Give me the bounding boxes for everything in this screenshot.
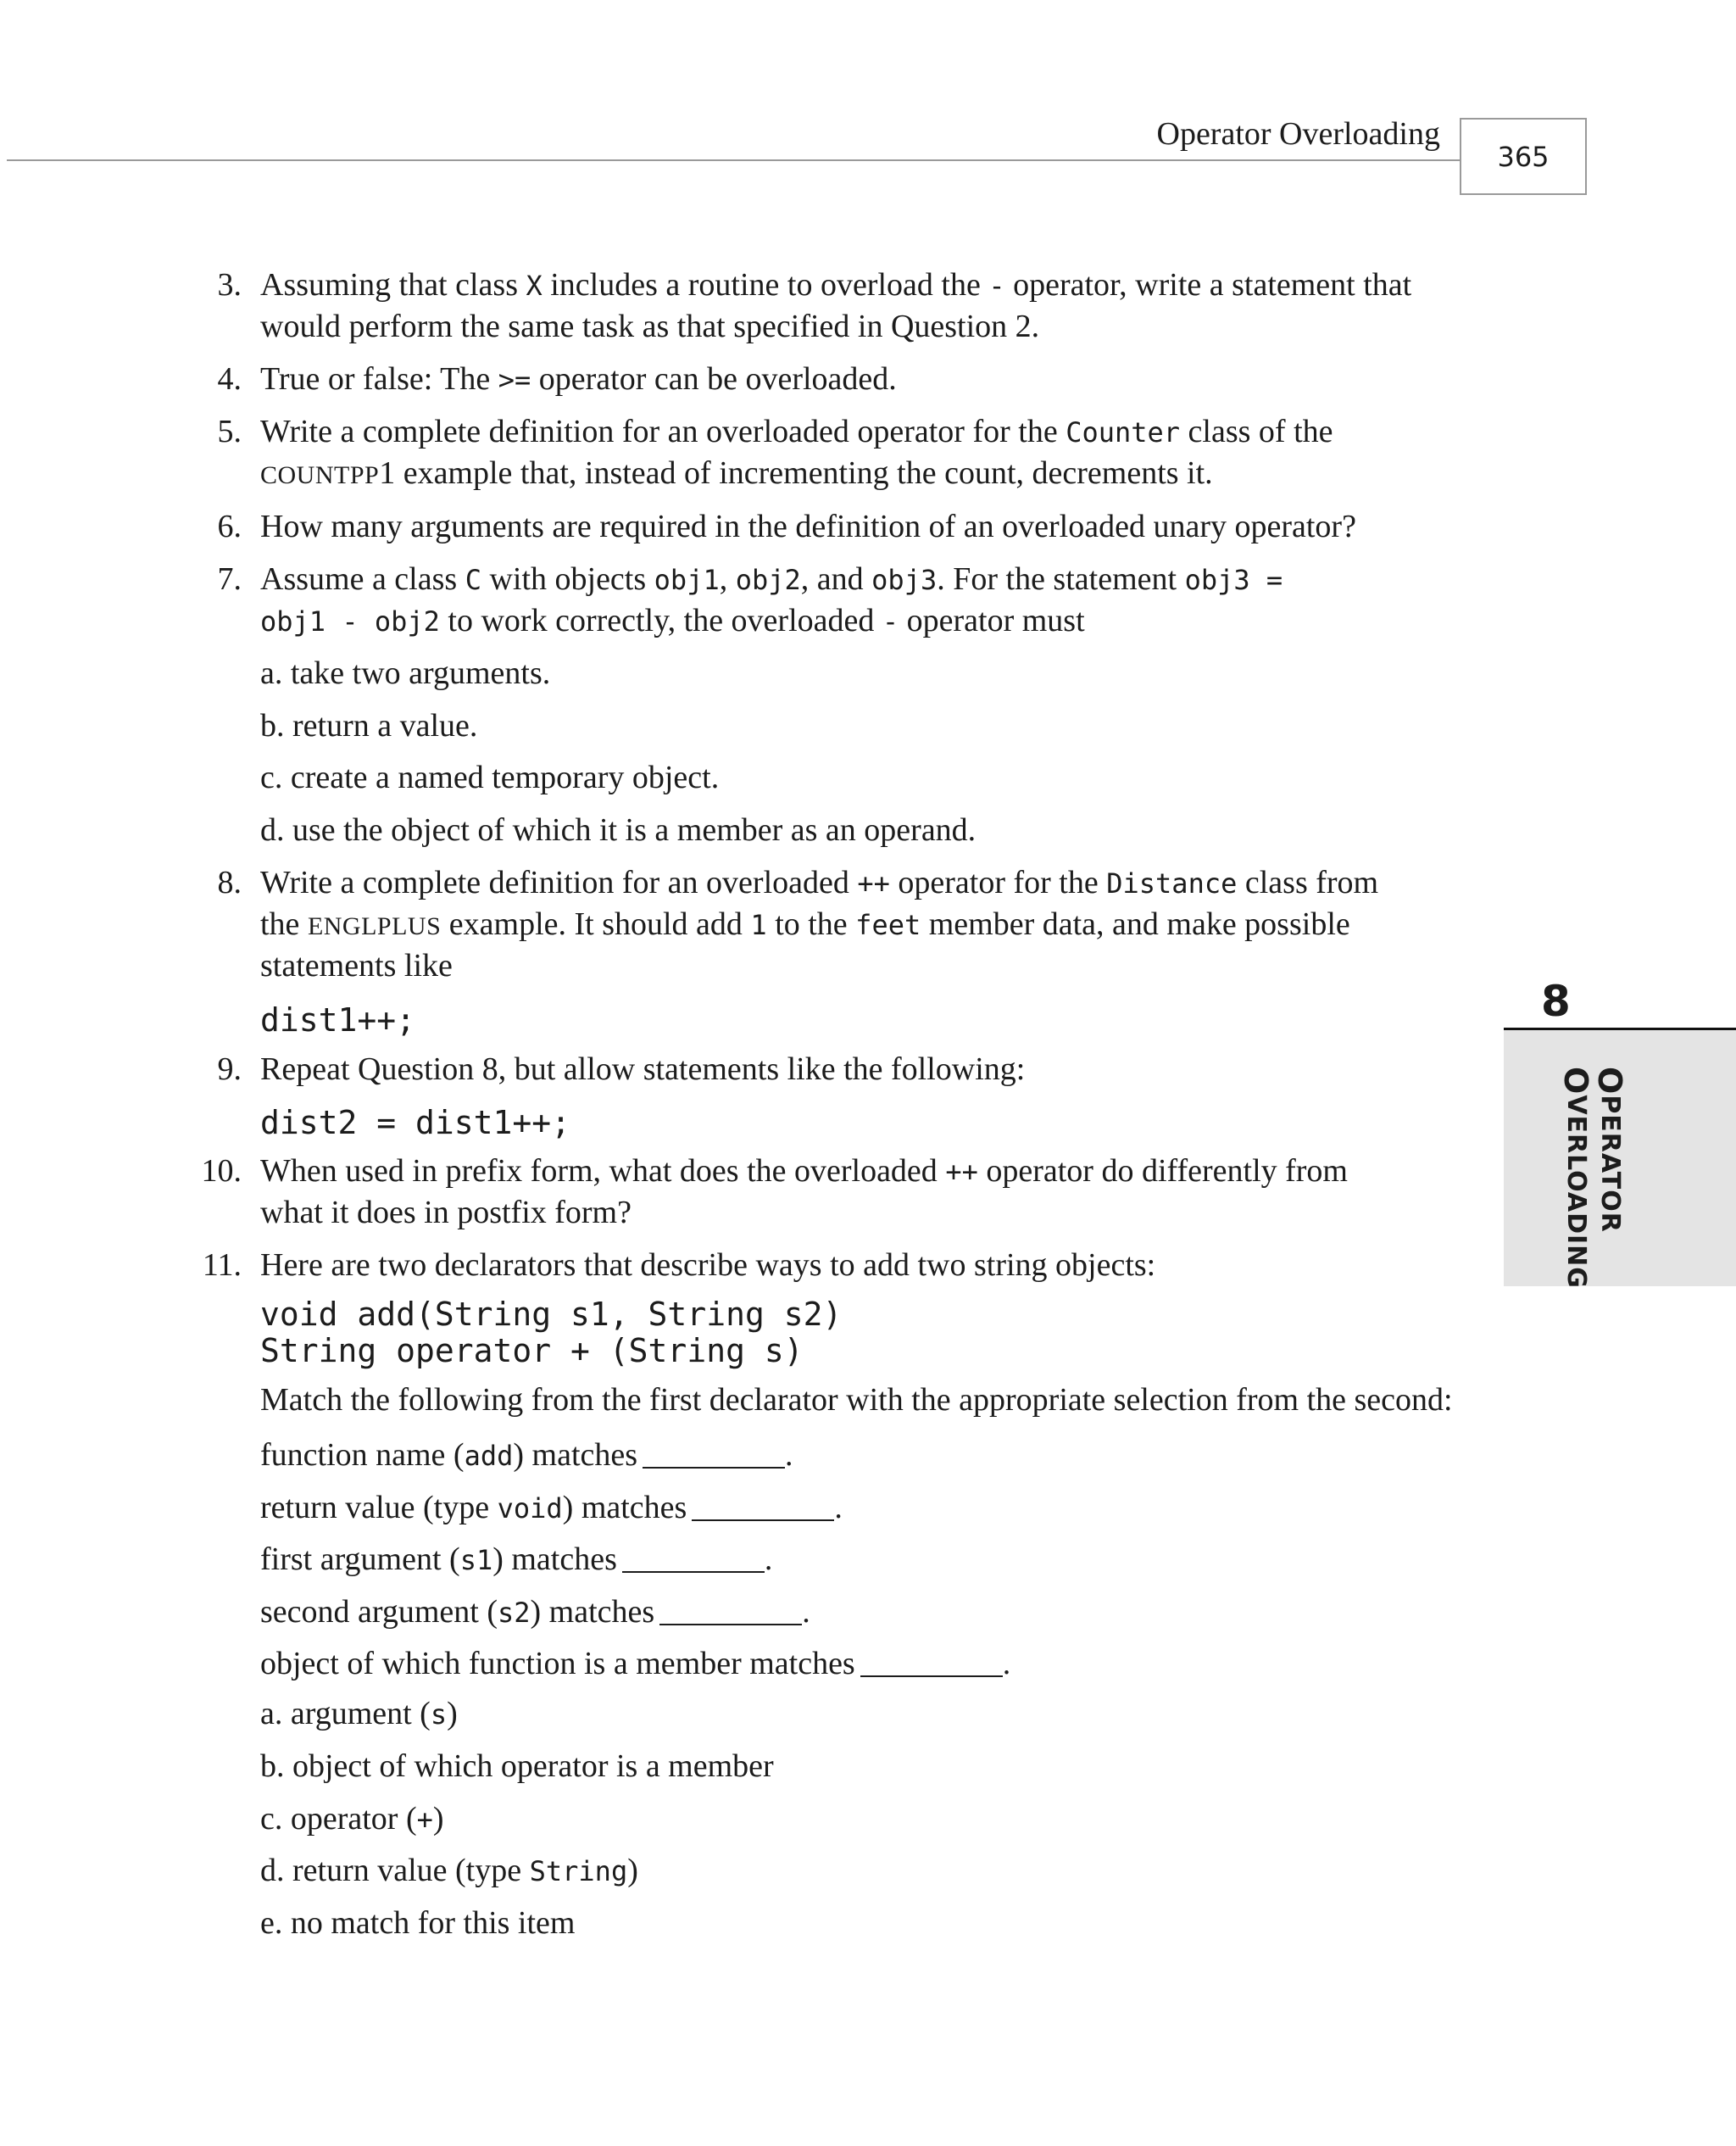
option-b: b. return a value.: [260, 708, 478, 744]
question-number: 6.: [217, 509, 242, 544]
answer-blank[interactable]: [622, 1541, 765, 1573]
answer-blank[interactable]: [643, 1436, 785, 1469]
question-number: 5.: [217, 414, 242, 449]
question-8-line-1: Write a complete definition for an overloaded ++ operator for the Distance class from: [260, 865, 1379, 900]
match-item-2: return value (type void) matches .: [260, 1490, 843, 1525]
answer-blank[interactable]: [692, 1489, 834, 1521]
question-5-line-2: COUNTPP1 example that, instead of incrementing the count, decrements it.: [260, 455, 1213, 491]
question-number: 8.: [217, 865, 242, 900]
chapter-title-line-1: OPERATOR: [1591, 1067, 1628, 1233]
match-intro: Match the following from the first declarator with the appropriate selection from the second:: [260, 1382, 1453, 1418]
match-option-c: c. operator (+): [260, 1801, 444, 1837]
question-number: 9.: [217, 1051, 242, 1087]
code-line: String operator + (String s): [260, 1332, 804, 1369]
code-line: dist1++;: [260, 1001, 416, 1039]
match-option-a: a. argument (s): [260, 1696, 458, 1731]
question-number: 4.: [217, 361, 242, 397]
match-option-b: b. object of which operator is a member: [260, 1748, 774, 1784]
question-6: How many arguments are required in the definition of an overloaded unary operator?: [260, 509, 1356, 544]
option-a: a. take two arguments.: [260, 655, 551, 691]
question-5-line-1: Write a complete definition for an overloaded operator for the Counter class of the: [260, 414, 1333, 449]
question-9: Repeat Question 8, but allow statements like the following:: [260, 1051, 1026, 1087]
question-3-line-1: Assuming that class X includes a routine to overload the - operator, write a statement that: [260, 267, 1412, 303]
question-8-line-2: the ENGLPLUS example. It should add 1 to the feet member data, and make possible: [260, 906, 1350, 942]
code-line: void add(String s1, String s2): [260, 1296, 843, 1333]
page-number: 365: [1460, 118, 1587, 195]
match-option-e: e. no match for this item: [260, 1905, 576, 1941]
match-item-4: second argument (s2) matches .: [260, 1594, 810, 1630]
match-item-5: object of which function is a member matches .: [260, 1646, 1011, 1681]
answer-blank[interactable]: [659, 1593, 802, 1625]
match-item-1: function name (add) matches .: [260, 1437, 793, 1473]
question-4: True or false: The >= operator can be overloaded.: [260, 361, 897, 397]
code-line: dist2 = dist1++;: [260, 1104, 571, 1141]
running-head: Operator Overloading: [1156, 116, 1440, 152]
chapter-title-line-2: OVERLOADING: [1557, 1067, 1594, 1289]
question-number: 7.: [217, 561, 242, 597]
question-7-line-2: obj1 - obj2 to work correctly, the overloaded - operator must: [260, 603, 1085, 638]
match-option-d: d. return value (type String): [260, 1853, 638, 1888]
question-number: 10.: [201, 1153, 242, 1189]
question-3-line-2: would perform the same task as that specified in Question 2.: [260, 309, 1040, 344]
question-number: 3.: [217, 267, 242, 303]
question-number: 11.: [202, 1247, 242, 1283]
match-item-3: first argument (s1) matches .: [260, 1541, 773, 1577]
option-d: d. use the object of which it is a member as an operand.: [260, 812, 976, 848]
question-8-line-3: statements like: [260, 948, 453, 984]
answer-blank[interactable]: [860, 1645, 1003, 1677]
question-10-line-2: what it does in postfix form?: [260, 1195, 632, 1230]
question-11: Here are two declarators that describe ways to add two string objects:: [260, 1247, 1156, 1283]
chapter-number: 8: [1541, 977, 1571, 1026]
question-10-line-1: When used in prefix form, what does the overloaded ++ operator do differently from: [260, 1153, 1348, 1189]
question-7-line-1: Assume a class C with objects obj1, obj2, and obj3. For the statement obj3 =: [260, 561, 1283, 597]
option-c: c. create a named temporary object.: [260, 760, 720, 795]
